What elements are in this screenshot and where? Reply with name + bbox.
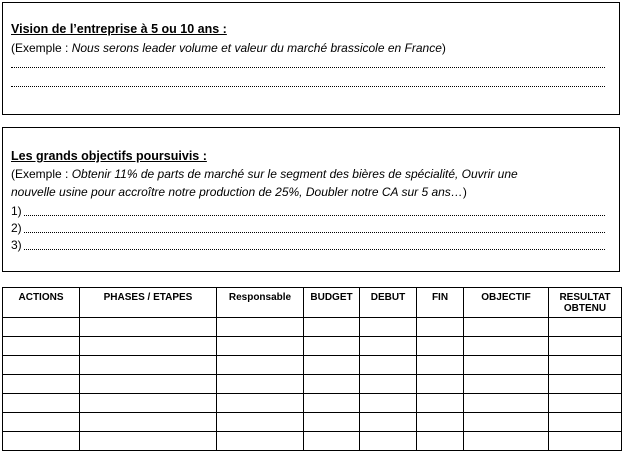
- vision-example: [11, 41, 446, 55]
- header-budget: BUDGET: [304, 288, 360, 318]
- goal-item-1-label: 1): [11, 204, 22, 218]
- table-cell[interactable]: [80, 318, 217, 337]
- goal-item-3-line[interactable]: [24, 249, 605, 250]
- goals-example-suffix: ): [462, 185, 467, 199]
- goals-example-line-2: [11, 185, 467, 199]
- header-responsable: Responsable: [217, 288, 304, 318]
- table-cell[interactable]: [3, 413, 80, 432]
- table-cell[interactable]: [3, 375, 80, 394]
- table-cell[interactable]: [417, 432, 464, 451]
- table-row: [3, 394, 622, 413]
- table-cell[interactable]: [464, 356, 549, 375]
- table-cell[interactable]: [549, 413, 622, 432]
- table-cell[interactable]: [417, 394, 464, 413]
- vision-title: Vision de l’entreprise à 5 ou 10 ans :: [11, 22, 227, 36]
- table-cell[interactable]: [360, 375, 417, 394]
- vision-answer-line-1[interactable]: [11, 67, 605, 68]
- vision-example-prefix: (Exemple :: [11, 41, 72, 55]
- header-objectif: OBJECTIF: [464, 288, 549, 318]
- table-cell[interactable]: [549, 356, 622, 375]
- table-cell[interactable]: [3, 318, 80, 337]
- goals-example-text-1: Obtenir 11% de parts de marché sur le segment des bières de spécialité, Ouvrir une: [71, 167, 518, 181]
- table-cell[interactable]: [217, 318, 304, 337]
- goal-item-3-label: 3): [11, 238, 22, 252]
- vision-example-suffix: ): [441, 41, 446, 55]
- table-cell[interactable]: [417, 318, 464, 337]
- table-cell[interactable]: [360, 394, 417, 413]
- table-cell[interactable]: [464, 337, 549, 356]
- table-header-row: [3, 288, 622, 318]
- table-cell[interactable]: [3, 394, 80, 413]
- goal-item-2-line[interactable]: [24, 232, 605, 233]
- table-cell[interactable]: [217, 375, 304, 394]
- table-cell[interactable]: [304, 356, 360, 375]
- table-cell[interactable]: [217, 356, 304, 375]
- goal-item-2-label: 2): [11, 221, 22, 235]
- goal-item-1-line[interactable]: [24, 215, 605, 216]
- table-cell[interactable]: [549, 432, 622, 451]
- table-cell[interactable]: [304, 318, 360, 337]
- table-cell[interactable]: [464, 432, 549, 451]
- table-cell[interactable]: [549, 337, 622, 356]
- vision-section: [2, 2, 620, 115]
- table-cell[interactable]: [80, 413, 217, 432]
- table-cell[interactable]: [417, 375, 464, 394]
- table-cell[interactable]: [417, 337, 464, 356]
- table-cell[interactable]: [549, 375, 622, 394]
- table-cell[interactable]: [304, 413, 360, 432]
- table-cell[interactable]: [360, 318, 417, 337]
- goals-title: Les grands objectifs poursuivis :: [11, 149, 207, 163]
- table-row: [3, 318, 622, 337]
- table-cell[interactable]: [3, 432, 80, 451]
- vision-answer-line-2[interactable]: [11, 86, 605, 87]
- table-row: [3, 432, 622, 451]
- table-row: [3, 375, 622, 394]
- table-cell[interactable]: [217, 413, 304, 432]
- header-actions: ACTIONS: [3, 288, 80, 318]
- table-cell[interactable]: [80, 432, 217, 451]
- goals-section: [2, 127, 620, 272]
- table-cell[interactable]: [80, 375, 217, 394]
- table-cell[interactable]: [217, 432, 304, 451]
- table-cell[interactable]: [464, 318, 549, 337]
- header-debut: DEBUT: [360, 288, 417, 318]
- table-cell[interactable]: [417, 413, 464, 432]
- goals-example-text-2: nouvelle usine pour accroître notre production de 25%, Doubler notre CA sur 5 ans…: [11, 185, 463, 199]
- table-cell[interactable]: [304, 432, 360, 451]
- table-row: [3, 356, 622, 375]
- table-cell[interactable]: [464, 413, 549, 432]
- table-cell[interactable]: [80, 337, 217, 356]
- table-row: [3, 413, 622, 432]
- goals-example-line-1: [11, 167, 518, 181]
- header-phases: PHASES / ETAPES: [80, 288, 217, 318]
- action-plan-table: [2, 287, 622, 451]
- table-cell[interactable]: [304, 375, 360, 394]
- table-cell[interactable]: [80, 356, 217, 375]
- table-cell[interactable]: [360, 356, 417, 375]
- table-cell[interactable]: [217, 394, 304, 413]
- table-cell[interactable]: [304, 337, 360, 356]
- vision-example-text: Nous serons leader volume et valeur du marché brassicole en France: [71, 41, 442, 55]
- table-cell[interactable]: [464, 394, 549, 413]
- table-cell[interactable]: [360, 413, 417, 432]
- table-cell[interactable]: [360, 432, 417, 451]
- table-cell[interactable]: [464, 375, 549, 394]
- goals-example-prefix: (Exemple :: [11, 167, 72, 181]
- table-cell[interactable]: [3, 356, 80, 375]
- table-cell[interactable]: [549, 394, 622, 413]
- table-cell[interactable]: [217, 337, 304, 356]
- table-body: [3, 318, 622, 451]
- table-cell[interactable]: [304, 394, 360, 413]
- table-cell[interactable]: [3, 337, 80, 356]
- table-row: [3, 337, 622, 356]
- table-cell[interactable]: [80, 394, 217, 413]
- header-resultat: RESULTAT OBTENU: [549, 288, 622, 318]
- table-cell[interactable]: [549, 318, 622, 337]
- header-fin: FIN: [417, 288, 464, 318]
- table-cell[interactable]: [360, 337, 417, 356]
- table-cell[interactable]: [417, 356, 464, 375]
